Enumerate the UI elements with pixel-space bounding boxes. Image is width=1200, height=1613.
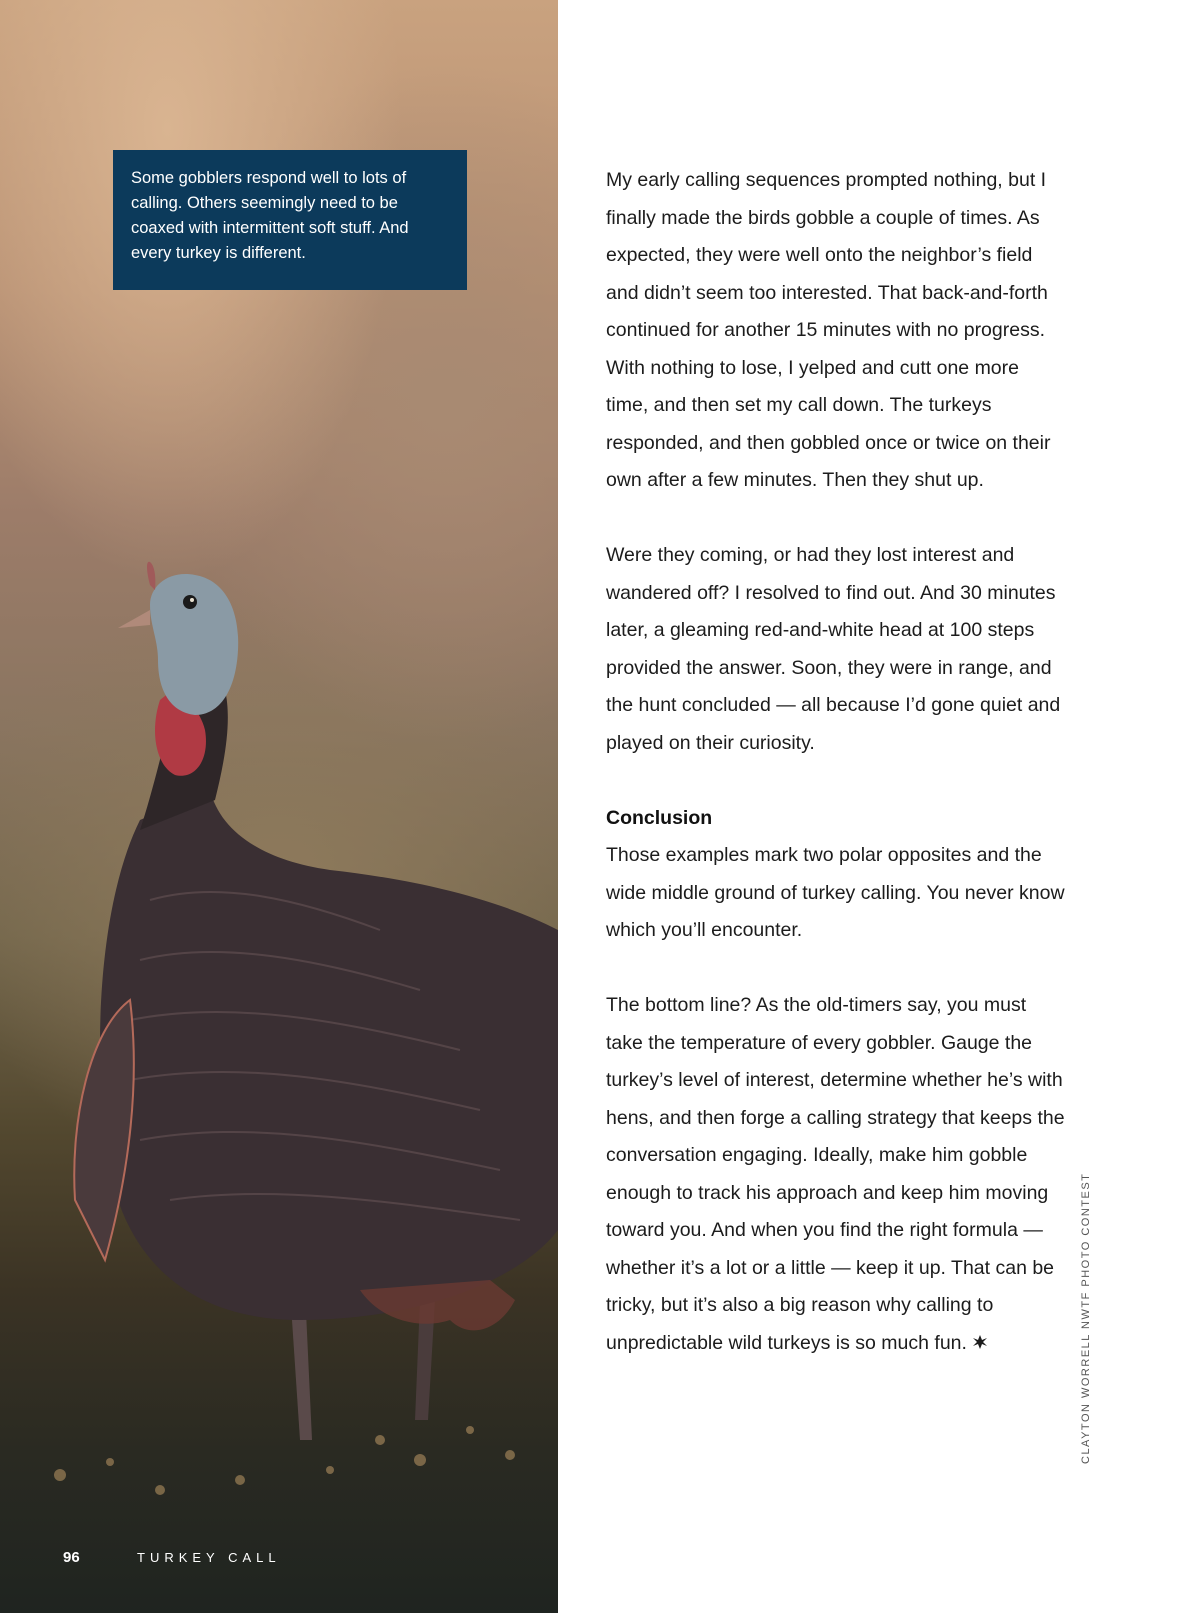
magazine-name: TURKEY CALL bbox=[137, 1550, 281, 1565]
page-number: 96 bbox=[63, 1549, 80, 1566]
turkey-photo bbox=[0, 0, 558, 1613]
pull-quote-box bbox=[113, 150, 467, 290]
paragraph-2: Were they coming, or had they lost interest and wandered off? I resolved to find out. And 30 minutes later, a gleaming red-and-white head at 100 steps provided the answer. Soon, they were in range, and the hunt concluded — all because I’d gone quiet and played on their curiosity. bbox=[606, 544, 1061, 754]
nwtf-logo-icon bbox=[971, 1333, 989, 1351]
article-body bbox=[606, 162, 1066, 1400]
section-heading: Conclusion bbox=[606, 806, 713, 829]
paragraph-4 bbox=[606, 987, 1066, 1362]
pull-quote-text: Some gobblers respond well to lots of calling. Others seemingly need to be coaxed with intermittent soft stuff. And every turkey is different. bbox=[131, 169, 409, 262]
photo-credit: CLAYTON WORRELL NWTF PHOTO CONTEST bbox=[1080, 1172, 1092, 1464]
paragraph-1: My early calling sequences prompted nothing, but I finally made the birds gobble a couple of times. As expected, they were well onto the neighbor’s field and didn’t seem too interested. That back-and-forth continued for another 15 minutes with no progress. With nothing to lose, I yelped and cutt one more time, and then set my call down. The turkeys responded, and then gobbled once or twice on their own after a few minutes. Then they shut up. bbox=[606, 169, 1051, 491]
paragraph-3: Those examples mark two polar opposites and the wide middle ground of turkey calling. You never know which you’ll encounter. bbox=[606, 844, 1065, 941]
paragraph-4-text: The bottom line? As the old-timers say, you must take the temperature of every gobbler. Gauge the turkey’s level of interest, determine whether he’s with hens, and then forge a calling strategy that keeps the conversation engaging. Ideally, make him gobble enough to track his approach and keep him moving toward you. And when you find the right formula — whether it’s a lot or a little — keep it up. That can be tricky, but it’s also a big reason why calling to unpredictable wild turkeys is so much fun. bbox=[606, 994, 1065, 1354]
